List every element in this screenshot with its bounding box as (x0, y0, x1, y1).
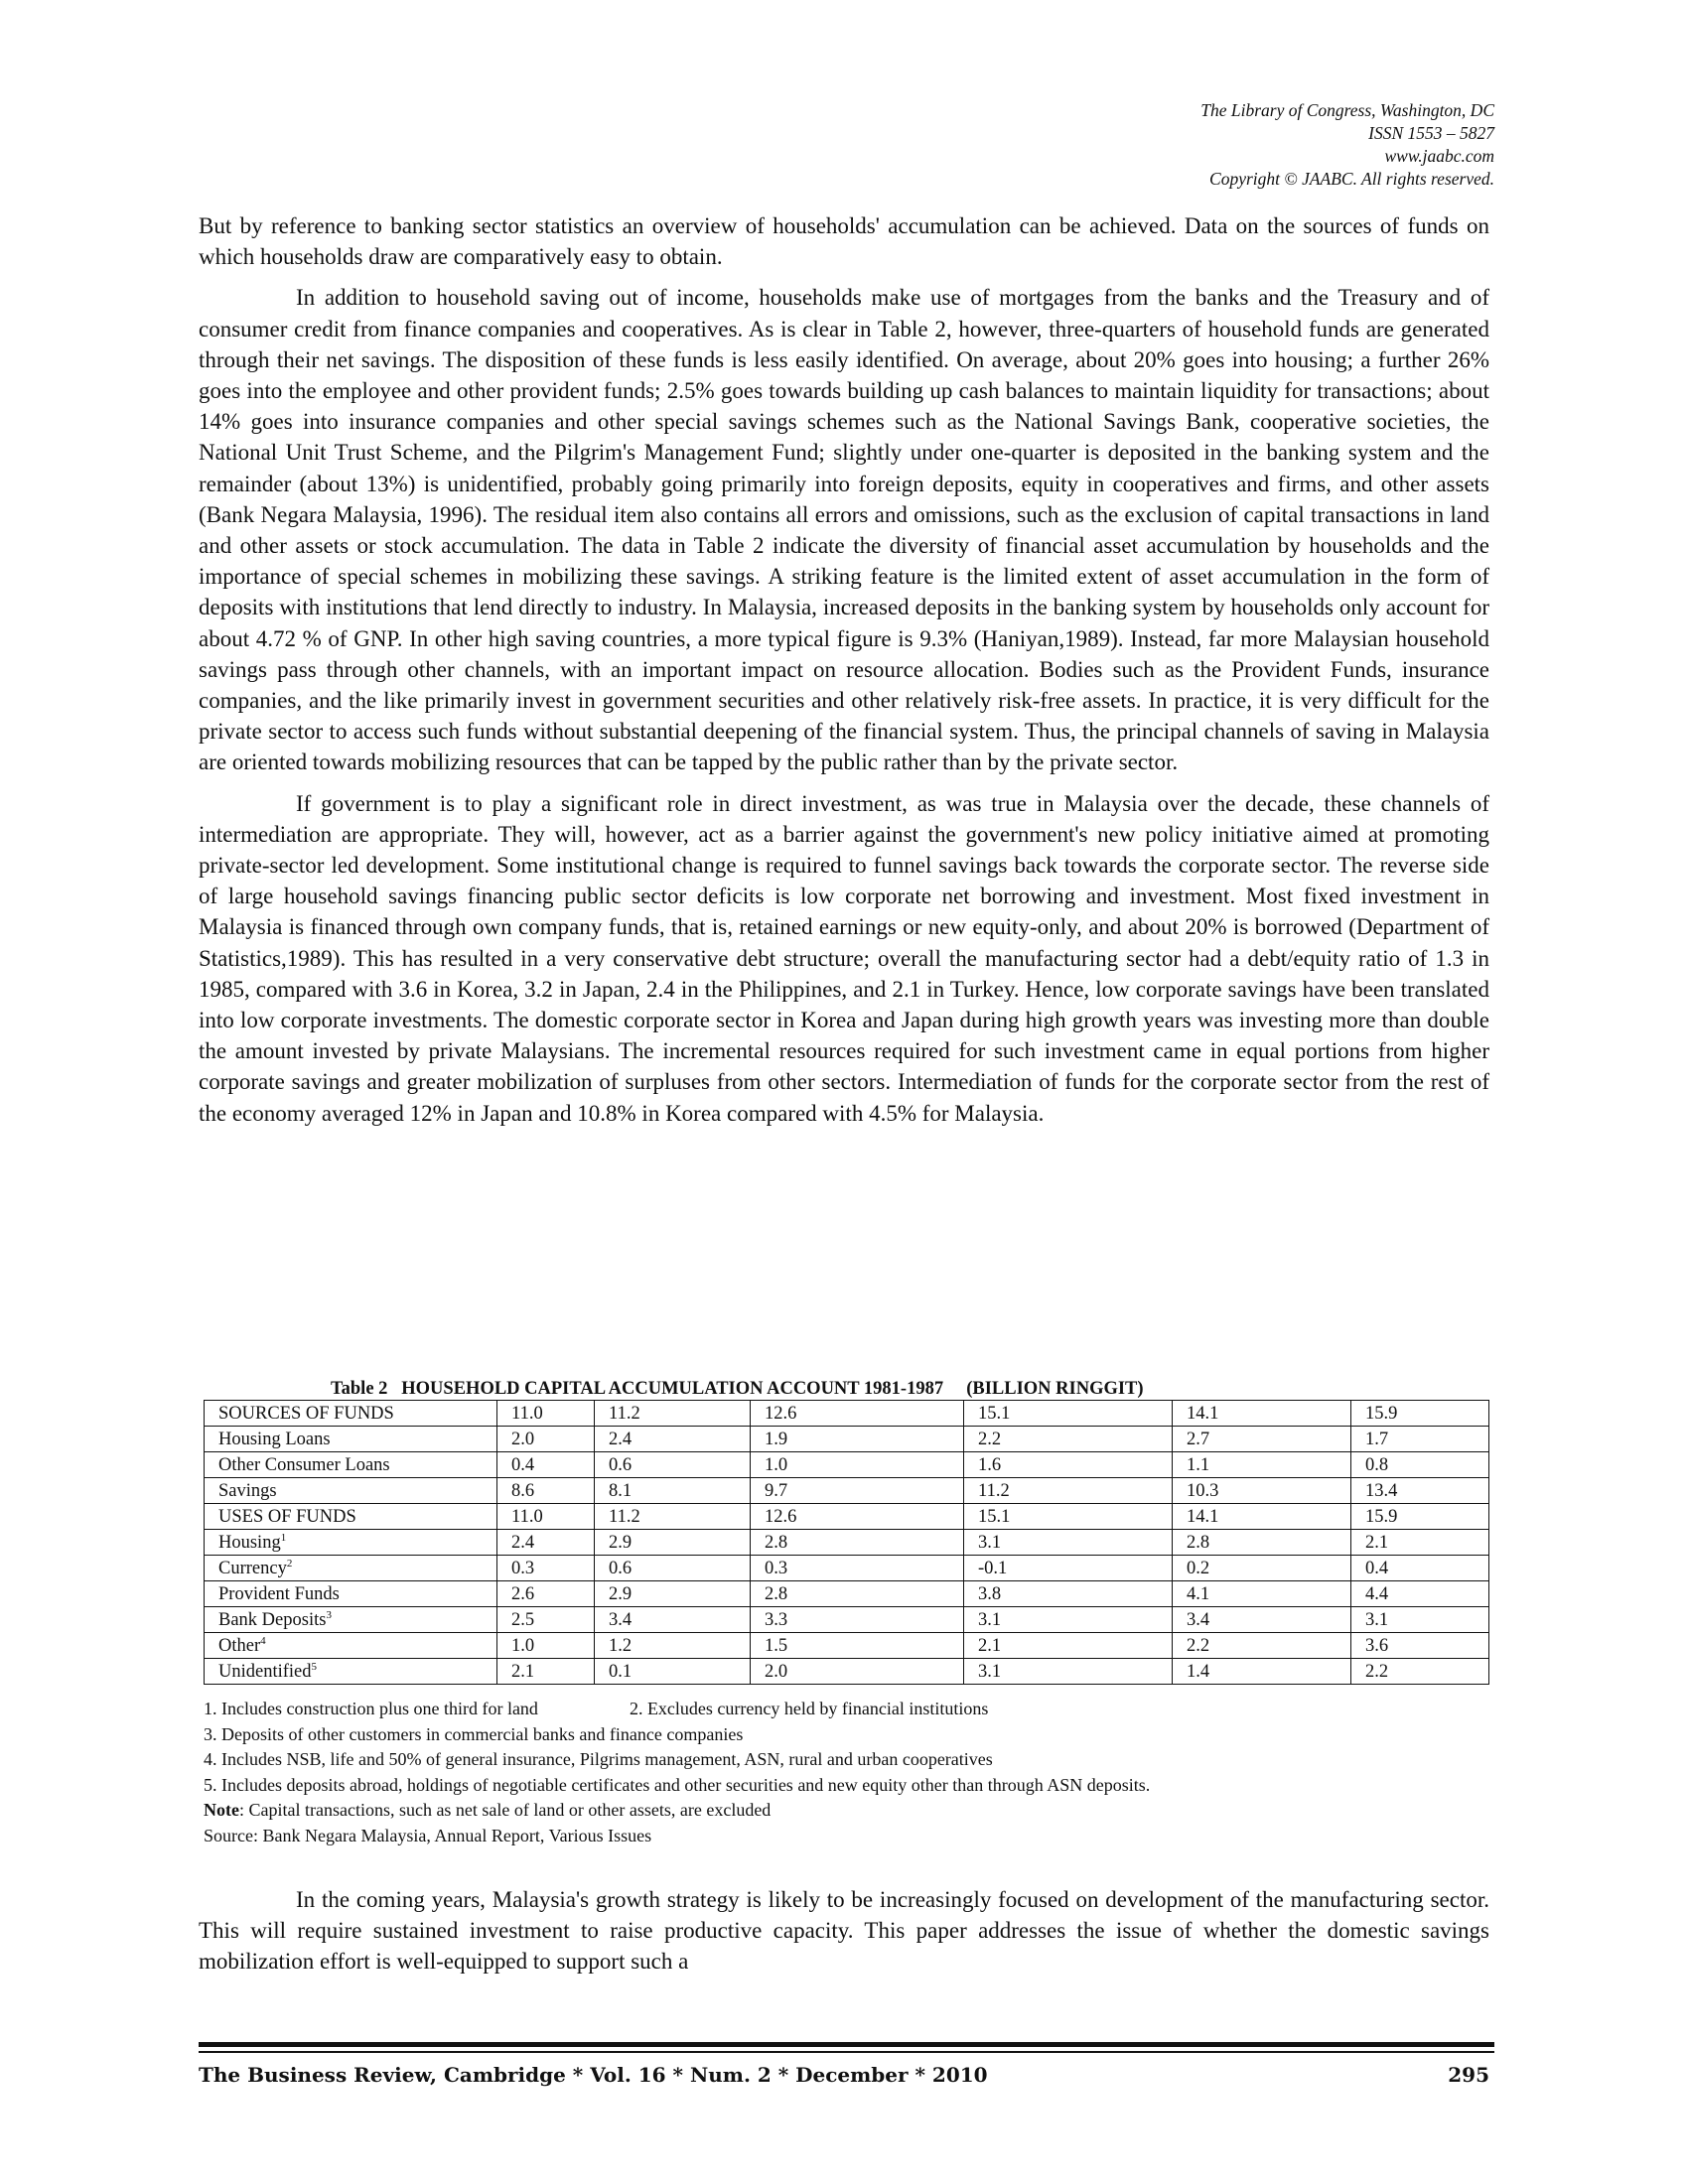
table-cell: 0.4 (497, 1452, 595, 1478)
table-cell: 2.4 (497, 1530, 595, 1556)
table-cell: 2.6 (497, 1581, 595, 1607)
table-source: Source: Bank Negara Malaysia, Annual Report, Various Issues (204, 1825, 652, 1845)
footer-journal: The Business Review, Cambridge * Vol. 16 * Num. 2 * December * 2010 (199, 2063, 988, 2087)
table-cell: 3.1 (964, 1659, 1173, 1685)
row-label-text: Housing (218, 1533, 281, 1553)
capital-accumulation-table (204, 1400, 1489, 1685)
table-row (205, 1452, 1489, 1478)
table-2 (204, 1379, 1489, 1685)
table-cell: 2.0 (497, 1427, 595, 1452)
table-cell: 2.7 (1173, 1427, 1351, 1452)
row-label-text: Bank Deposits (218, 1610, 327, 1630)
footer-rule-thick (199, 2042, 1494, 2047)
table-cell: 1.0 (751, 1452, 964, 1478)
paragraph-3: If government is to play a significant role in direct investment, as was true in Malaysia over the decade, these channels of intermediation are appropriate. They will, however, act as a barrier against the government's new policy initiative aimed at promoting private-sector led development. Some institutional change is required to funnel savings back towards the corporate sector. The reverse side of large household savings financing public sector deficits is low corporate net borrowing and investment. Most fixed investment in Malaysia is financed through own company funds, that is, retained earnings or new equity-only, and about 20% is borrowed (Department of Statistics,1989). This has resulted in a very conservative debt structure; overall the manufacturing sector had a debt/equity ratio of 1.3 in 1985, compared with 3.6 in Korea, 3.2 in Japan, 2.4 in the Philippines, and 2.1 in Turkey. Hence, low corporate savings have been translated into low corporate investments. The domestic corporate sector in Korea and Japan during high growth years was investing more than double the amount invested by private Malaysians. The incremental resources required for such investment came in equal portions from higher corporate savings and greater mobilization of surpluses from other sectors. Intermediation of funds for the corporate sector from the rest of the economy averaged 12% in Japan and 10.8% in Korea compared with 4.5% for Malaysia. (199, 790, 1489, 1126)
table-cell: 3.3 (751, 1607, 964, 1633)
table-cell: 1.4 (1173, 1659, 1351, 1685)
paragraph-1: But by reference to banking sector statistics an overview of households' accumulation can be achieved. Data on the sources of funds on which households draw are comparatively easy to obtain. (199, 213, 1489, 270)
table-cell: 11.2 (964, 1478, 1173, 1504)
table-cell: 11.0 (497, 1504, 595, 1530)
row-label (205, 1452, 497, 1478)
row-label (205, 1633, 497, 1659)
table-cell: 1.9 (751, 1427, 964, 1452)
table-cell: 0.6 (595, 1556, 751, 1581)
table-cell: 2.5 (497, 1607, 595, 1633)
table-cell: 15.1 (964, 1401, 1173, 1427)
table-cell: 2.1 (1351, 1530, 1489, 1556)
note-1: 1. Includes construction plus one third for land (204, 1699, 538, 1718)
table-cell: 0.3 (751, 1556, 964, 1581)
table-cell: 15.9 (1351, 1401, 1489, 1427)
closing-text (199, 1884, 1489, 1978)
table-cell: 3.4 (595, 1607, 751, 1633)
row-label-text: SOURCES OF FUNDS (218, 1404, 394, 1424)
table-cell: 1.2 (595, 1633, 751, 1659)
table-row (205, 1633, 1489, 1659)
table-cell: 9.7 (751, 1478, 964, 1504)
table-row (205, 1530, 1489, 1556)
row-label (205, 1530, 497, 1556)
row-label-text: Unidentified (218, 1662, 312, 1682)
table-cell: 1.5 (751, 1633, 964, 1659)
table-cell: 2.4 (595, 1427, 751, 1452)
row-label-text: USES OF FUNDS (218, 1507, 356, 1527)
table-cell: 1.1 (1173, 1452, 1351, 1478)
table-cell: 0.4 (1351, 1556, 1489, 1581)
table-cell: 2.8 (751, 1530, 964, 1556)
footnote-marker: 1 (280, 1532, 287, 1544)
table-row (205, 1659, 1489, 1685)
row-label-text: Savings (218, 1481, 277, 1501)
table-cell: 10.3 (1173, 1478, 1351, 1504)
table-cell: 11.0 (497, 1401, 595, 1427)
page-footer (199, 2063, 1489, 2087)
table-cell: 2.0 (751, 1659, 964, 1685)
table-cell: 0.8 (1351, 1452, 1489, 1478)
table-cell: 0.2 (1173, 1556, 1351, 1581)
table-row (205, 1504, 1489, 1530)
table-cell: 3.8 (964, 1581, 1173, 1607)
header-issn: ISSN 1553 – 5827 (1368, 123, 1494, 143)
row-label (205, 1581, 497, 1607)
table-cell: 12.6 (751, 1401, 964, 1427)
table-cell: 11.2 (595, 1504, 751, 1530)
row-label (205, 1401, 497, 1427)
table-cell: 14.1 (1173, 1401, 1351, 1427)
header-library: The Library of Congress, Washington, DC (1200, 100, 1494, 120)
table-row (205, 1427, 1489, 1452)
table-cell: 3.1 (964, 1607, 1173, 1633)
table-cell: 3.1 (1351, 1607, 1489, 1633)
table-notes (204, 1697, 1150, 1848)
table-cell: 0.3 (497, 1556, 595, 1581)
row-label (205, 1504, 497, 1530)
table-cell: 1.0 (497, 1633, 595, 1659)
table-title: Table 2 HOUSEHOLD CAPITAL ACCUMULATION ACCOUNT 1981-1987 (BILLION RINGGIT) (331, 1379, 1144, 1399)
footnote-marker: 2 (286, 1558, 293, 1570)
table-cell: 3.6 (1351, 1633, 1489, 1659)
row-label-text: Other Consumer Loans (218, 1455, 390, 1475)
table-cell: 13.4 (1351, 1478, 1489, 1504)
row-label (205, 1478, 497, 1504)
table-cell: 0.6 (595, 1452, 751, 1478)
paragraph-4: In the coming years, Malaysia's growth strategy is likely to be increasingly focused on development of the manufacturing sector. This will require sustained investment to raise productive capacity. This paper addresses the issue of whether the domestic savings mobilization effort is well-equipped to support such a (199, 1887, 1489, 1975)
table-cell: 15.9 (1351, 1504, 1489, 1530)
row-label-text: Provident Funds (218, 1584, 340, 1604)
table-cell: 4.4 (1351, 1581, 1489, 1607)
table-cell: 3.1 (964, 1530, 1173, 1556)
table-cell: 2.2 (1351, 1659, 1489, 1685)
row-label (205, 1659, 497, 1685)
note-2: 2. Excludes currency held by financial institutions (629, 1699, 989, 1718)
table-cell: 1.6 (964, 1452, 1173, 1478)
table-row (205, 1556, 1489, 1581)
header-website[interactable]: www.jaabc.com (1384, 146, 1494, 166)
row-label (205, 1556, 497, 1581)
table-cell: 12.6 (751, 1504, 964, 1530)
row-label-text: Other (218, 1636, 261, 1656)
page-header (1200, 99, 1494, 191)
footer-rule-thin (199, 2051, 1494, 2053)
row-label (205, 1607, 497, 1633)
table-row (205, 1607, 1489, 1633)
footnote-marker: 3 (326, 1609, 332, 1621)
table-cell: 14.1 (1173, 1504, 1351, 1530)
table-cell: 2.2 (964, 1427, 1173, 1452)
row-label-text: Housing Loans (218, 1430, 331, 1449)
table-cell: -0.1 (964, 1556, 1173, 1581)
table-row (205, 1478, 1489, 1504)
note-general (204, 1798, 1150, 1824)
page-number: 295 (1448, 2063, 1489, 2087)
row-label-text: Currency (218, 1559, 287, 1578)
table-cell: 2.1 (497, 1659, 595, 1685)
note-4: 4. Includes NSB, life and 50% of general insurance, Pilgrims management, ASN, rural and urban cooperatives (204, 1749, 993, 1769)
body-text (199, 210, 1489, 1139)
table-cell: 8.1 (595, 1478, 751, 1504)
note-5: 5. Includes deposits abroad, holdings of negotiable certificates and other securities and new equity other than through ASN deposits. (204, 1774, 1151, 1795)
table-cell: 2.8 (1173, 1530, 1351, 1556)
row-label (205, 1427, 497, 1452)
table-cell: 4.1 (1173, 1581, 1351, 1607)
table-row (205, 1581, 1489, 1607)
note-3: 3. Deposits of other customers in commercial banks and finance companies (204, 1723, 744, 1744)
table-cell: 8.6 (497, 1478, 595, 1504)
table-cell: 15.1 (964, 1504, 1173, 1530)
table-row (205, 1401, 1489, 1427)
note-text: : Capital transactions, such as net sale of land or other assets, are excluded (238, 1800, 772, 1820)
table-cell: 2.1 (964, 1633, 1173, 1659)
header-copyright: Copyright © JAABC. All rights reserved. (1209, 169, 1494, 189)
table-cell: 2.9 (595, 1530, 751, 1556)
note-label: Note (204, 1800, 239, 1820)
table-cell: 3.4 (1173, 1607, 1351, 1633)
table-cell: 1.7 (1351, 1427, 1489, 1452)
table-cell: 11.2 (595, 1401, 751, 1427)
footnote-marker: 4 (260, 1635, 266, 1647)
footnote-marker: 5 (311, 1661, 318, 1673)
table-cell: 2.2 (1173, 1633, 1351, 1659)
table-cell: 2.8 (751, 1581, 964, 1607)
table-cell: 2.9 (595, 1581, 751, 1607)
paragraph-2: In addition to household saving out of income, households make use of mortgages from the banks and the Treasury and of consumer credit from finance companies and cooperatives. As is clear in Table 2, however, three-quarters of household funds are generated through their net savings. The disposition of these funds is less easily identified. On average, about 20% goes into housing; a further 26% goes into the employee and other provident funds; 2.5% goes towards building up cash balances to maintain liquidity for transactions; about 14% goes into insurance companies and other special savings schemes such as the National Savings Bank, cooperative societies, the National Unit Trust Scheme, and the Pilgrim's Management Fund; slightly under one-quarter is deposited in the banking system and the remainder (about 13%) is unidentified, probably going primarily into foreign deposits, equity in cooperatives and firms, and other assets (Bank Negara Malaysia, 1996). The residual item also contains all errors and omissions, such as the exclusion of capital transactions in land and other assets or stock accumulation. The data in Table 2 indicate the diversity of financial asset accumulation by households and the importance of special schemes in mobilizing these savings. A striking feature is the limited extent of asset accumulation in the form of deposits with institutions that lend directly to industry. In Malaysia, increased deposits in the banking system by households only account for about 4.72 % of GNP. In other high saving countries, a more typical figure is 9.3% (Haniyan,1989). Instead, far more Malaysian household savings pass through other channels, with an important impact on resource allocation. Bodies such as the Provident Funds, insurance companies, and the like primarily invest in government securities and other relatively risk-free assets. In practice, it is very difficult for the private sector to access such funds without substantial deepening of the financial system. Thus, the principal channels of saving in Malaysia are oriented towards mobilizing resources that can be tapped by the public rather than by the private sector. (199, 285, 1489, 775)
note-1-2-line (204, 1697, 1150, 1722)
table-cell: 0.1 (595, 1659, 751, 1685)
